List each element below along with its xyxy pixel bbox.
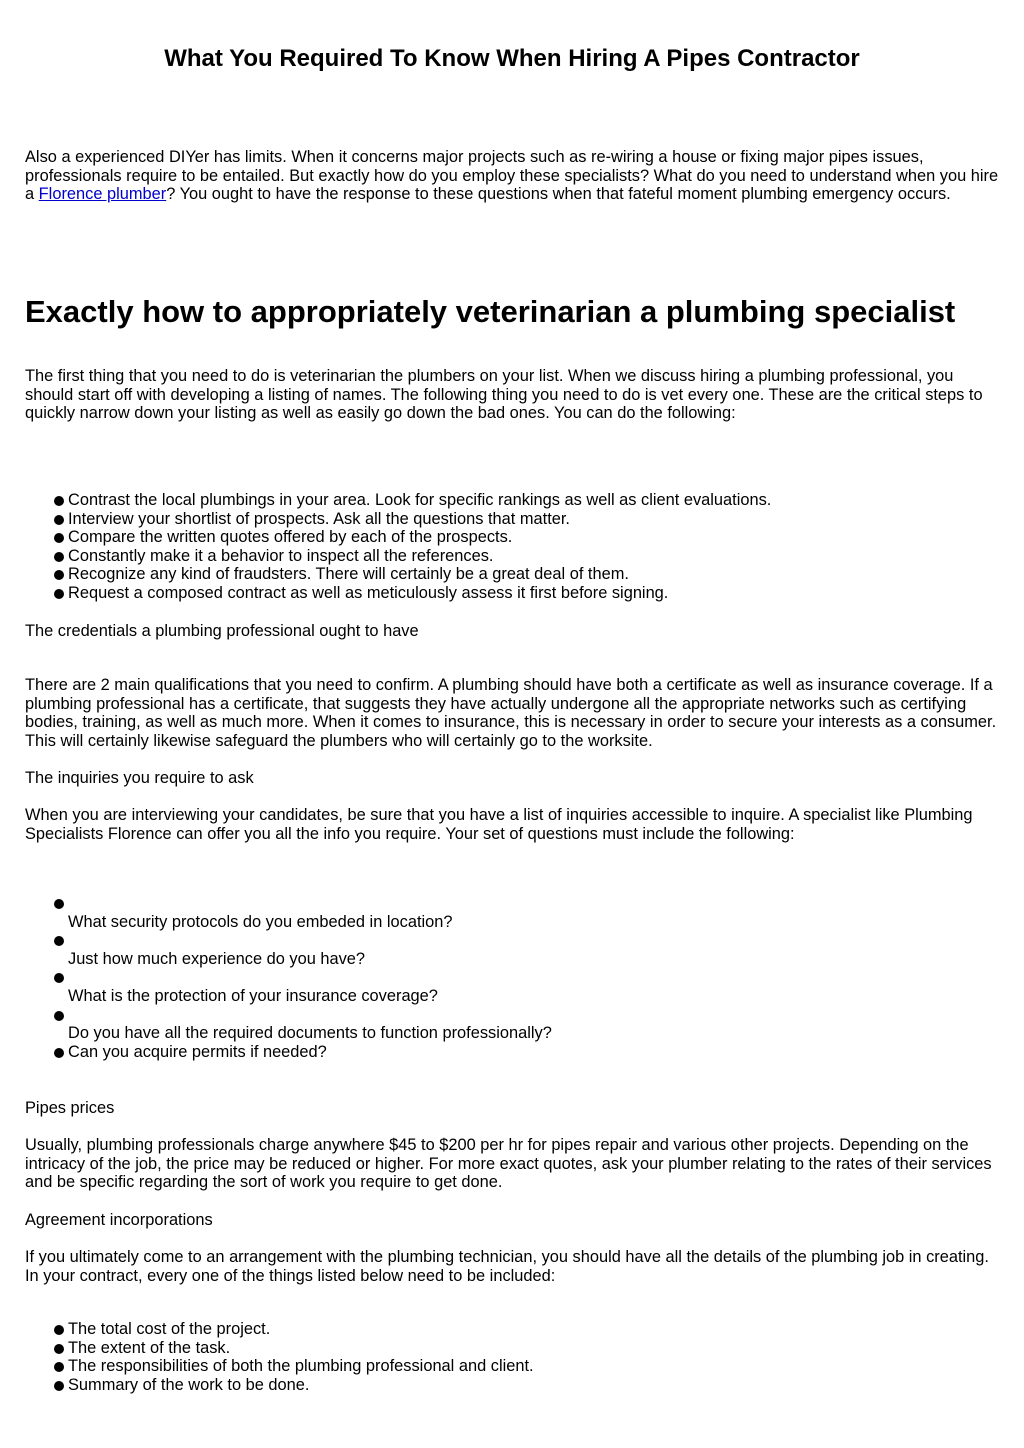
question-text: Do you have all the required documents to function professionally? xyxy=(68,1024,552,1043)
credentials-paragraph: There are 2 main qualifications that you need to confirm. A plumbing should have both a certificate as well as insurance coverage. If a plumbing professional has a certificate, that suggests they have actually undergone all the appropriate networks such as certifying bodies, training, as well as much more. When it comes to insurance, this is necessary in order to secure your interests as a consumer. This will certainly likewise safeguard the plumbers who will certainly go to the worksite. xyxy=(25,676,997,750)
list-item: Constantly make it a behavior to inspect all the references. xyxy=(54,547,994,566)
vetting-paragraph: The first thing that you need to do is veterinarian the plumbers on your list. When we discuss hiring a plumbing professional, you should start off with developing a listing of names. The following thing you need to do is vet every one. These are the critical steps to quickly narrow down your listing as well as easily go down the bad ones. You can do the following: xyxy=(25,367,983,423)
agreement-paragraph: If you ultimately come to an arrangement with the plumbing technician, you should have all the details of the plumbing job in creating. In your contract, every one of the things listed below need to be included: xyxy=(25,1248,989,1285)
list-item xyxy=(54,894,994,931)
list-item xyxy=(54,1006,994,1043)
intro-text-before: Also a experienced DIYer has limits. When it concerns major projects such as re-wiring a house or fixing major pipes issues, professionals require to be entailed. But exactly how do you employ these specialists? What do you need to understand when you hire a xyxy=(25,148,999,204)
prices-paragraph: Usually, plumbing professionals charge anywhere $45 to $200 per hr for pipes repair and various other projects. Depending on the intricacy of the job, the price may be reduced or higher. For more exact quotes, ask your plumber relating to the rates of their services and be specific regarding the sort of work you require to get done. xyxy=(25,1136,992,1192)
list-item xyxy=(54,968,994,1005)
intro-text-after: ? You ought to have the response to these questions when that fateful moment plumbing emergency occurs. xyxy=(166,185,951,204)
question-text: What is the protection of your insurance coverage? xyxy=(68,986,438,1005)
florence-plumber-link[interactable]: Florence plumber xyxy=(38,185,167,204)
inquiries-paragraph: When you are interviewing your candidates, be sure that you have a list of inquiries accessible to inquire. A specialist like Plumbing Specialists Florence can offer you all the info you require. Your set of questions must include the following: xyxy=(25,806,973,843)
page-title: What You Required To Know When Hiring A Pipes Contractor xyxy=(164,45,860,72)
contract-items-list xyxy=(54,1320,994,1394)
prices-heading: Pipes prices xyxy=(25,1099,115,1117)
intro-paragraph xyxy=(25,148,1005,204)
list-item: Summary of the work to be done. xyxy=(54,1376,994,1395)
list-item: Compare the written quotes offered by each of the prospects. xyxy=(54,528,994,547)
list-item xyxy=(54,931,994,968)
list-item: Request a composed contract as well as meticulously assess it first before signing. xyxy=(54,584,994,603)
list-item: Recognize any kind of fraudsters. There will certainly be a great deal of them. xyxy=(54,565,994,584)
list-item xyxy=(54,1043,994,1062)
list-item: The extent of the task. xyxy=(54,1339,994,1358)
questions-list xyxy=(54,894,994,1061)
question-text: Can you acquire permits if needed? xyxy=(68,1042,327,1061)
list-item: The responsibilities of both the plumbing professional and client. xyxy=(54,1357,994,1376)
question-text: Just how much experience do you have? xyxy=(68,949,366,968)
list-item: Interview your shortlist of prospects. Ask all the questions that matter. xyxy=(54,510,994,529)
inquiries-heading: The inquiries you require to ask xyxy=(25,769,254,787)
list-item: Contrast the local plumbings in your area. Look for specific rankings as well as client evaluations. xyxy=(54,491,994,510)
section-heading-vetting: Exactly how to appropriately veterinarian a plumbing specialist xyxy=(25,294,956,329)
agreement-heading: Agreement incorporations xyxy=(25,1211,213,1229)
credentials-heading: The credentials a plumbing professional ought to have xyxy=(25,622,419,640)
vetting-steps-list xyxy=(54,491,994,603)
question-text: What security protocols do you embeded in location? xyxy=(68,912,453,931)
list-item: The total cost of the project. xyxy=(54,1320,994,1339)
